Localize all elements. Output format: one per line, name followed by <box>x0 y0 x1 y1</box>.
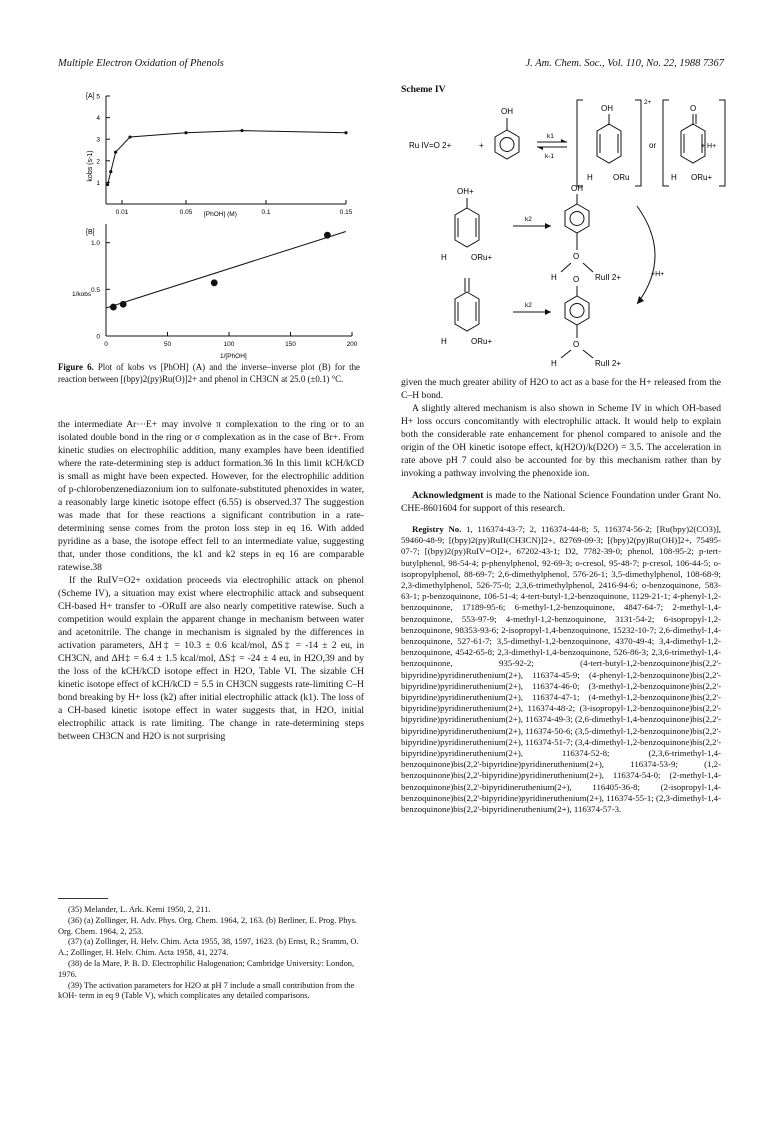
data-point <box>324 232 331 239</box>
data-point <box>184 131 187 134</box>
ru-ii-label: RuII 2+ <box>595 273 622 282</box>
equilibrium-arrows <box>537 133 567 160</box>
oru-label: ORu <box>613 173 630 182</box>
plot-b-ylabel: 1/kobs <box>72 291 92 298</box>
paragraph: If the RuIV=O2+ oxidation proceeds via electrophilic attack on phenol (Scheme IV), a situation may exist where electrophilic attack and subsequent CH-based H+ transfer to -ORuII are also nearly competitive ratewise. Such a competition would explain the apparent change in mechanism between water and acetonitrile. The change in mechanism is signaled by the differences in activation parameters, ΔH‡ = 10.3 ± 0.6 kcal/mol, ΔS‡ = -14 ± 2 eu, in CH3CN, and ΔH‡ = 6.4 ± 1.5 kcal/mol, ΔS‡ = -24 ± 4 eu, in H2O,39 and by the loss of the kCH/kCD isotope effect in H2O, Table VI. The sizable CH kinetic isotope effect of kCH/kCD = 5.5 in CH3CN suggests rate-limiting C–H bond breaking by H+ loss (k2) after initial electrophilic attack (k1). The loss of a CH-based kinetic isotope effect in water suggests that, in H2O, initial electrophilic attack is rate limiting. The change in rate-determining steps between CH3CN and H2O is not surprising <box>58 575 364 742</box>
ru-ii-label: RuII 2+ <box>595 359 622 368</box>
oh-plus-label: OH+ <box>457 187 474 196</box>
paragraph: A slightly altered mechanism is also shown in Scheme IV in which OH-based H+ loss occurs concomitantly with electrophilic attack. It would help to explain both the considerable rate enhancement for phenol compared to anisole and the origin of the OH kinetic isotope effect, k(H2O)/k(D2O) = 3.5. The acceleration in rate above pH 7 could also be accounted for by this mechanism rather than by invoking a pathway involving the phenoxide ion. <box>401 403 721 479</box>
footnote: (38) de la Mare, P. B. D. Electrophilic Halogenation; Cambridge University: London, 1976. <box>58 958 355 979</box>
oh-label: OH <box>601 104 613 113</box>
data-point <box>344 131 347 134</box>
plot-b-label: [B] <box>86 229 95 236</box>
data-point <box>106 183 109 186</box>
figure-6-plots <box>70 84 360 360</box>
left-column-text <box>58 418 364 743</box>
y-tick-label: 0.5 <box>90 286 100 294</box>
oh-label: OH <box>571 184 583 193</box>
plot-a-curve <box>108 131 346 185</box>
y-tick-label: 1 <box>96 179 100 187</box>
phenol-structure <box>495 107 519 159</box>
k-1-label: k-1 <box>545 153 555 160</box>
k2-arrow-1 <box>513 216 551 229</box>
data-point <box>109 170 112 173</box>
phenol-ru-product <box>551 184 621 282</box>
y-tick-label: 4 <box>96 115 100 123</box>
o-label: O <box>690 104 697 113</box>
data-point <box>211 279 218 286</box>
x-tick-label: 150 <box>285 341 296 348</box>
plot-b-xlabel: 1/[PhOH] <box>220 353 247 360</box>
x-tick-label: 0.01 <box>115 209 129 216</box>
or-label: or <box>649 141 657 150</box>
h-label: H <box>671 173 677 182</box>
h-label: H <box>551 359 557 368</box>
oh-label: OH <box>501 107 513 116</box>
ack-text: is made to the National Science Foundation under Grant No. CHE-8601604 for support of this research. <box>401 490 721 514</box>
h-label: H <box>441 253 447 262</box>
x-tick-label: 50 <box>163 341 172 348</box>
ack-label: Acknowledgment <box>412 490 484 501</box>
plot-a <box>86 93 353 218</box>
plot-a-xlabel: [PhOH] (M) <box>204 211 237 218</box>
x-tick-label: 0 <box>104 341 108 348</box>
footnote: (35) Melander, L. Ark. Kemi 1950, 2, 211. <box>68 905 211 914</box>
y-tick-label: 0 <box>96 333 100 341</box>
intermediate-bracket-1 <box>577 99 652 186</box>
right-column-text <box>401 376 721 815</box>
o-label: O <box>573 252 580 261</box>
data-point <box>128 135 131 138</box>
footnotes <box>58 905 364 1002</box>
data-point <box>120 301 127 308</box>
k2-label: k2 <box>525 216 532 223</box>
paragraph: given the much greater ability of H2O to act as a base for the H+ released from the C–H bond. <box>401 377 721 401</box>
scheme-title: Scheme IV <box>401 84 446 95</box>
k2-label: k2 <box>525 302 532 309</box>
figure-caption <box>58 362 360 385</box>
plus-h-label: + H+ <box>701 143 717 150</box>
plot-b-fit-line <box>106 231 346 308</box>
data-point <box>114 151 117 154</box>
x-tick-label: 200 <box>346 341 358 348</box>
footnote-rule <box>58 898 108 899</box>
h-label: H <box>551 273 557 282</box>
oru-plus-label: ORu+ <box>471 337 493 346</box>
x-tick-label: 0.15 <box>339 209 353 216</box>
footnote: (37) (a) Zollinger, H. Helv. Chim. Acta 1955, 38, 1597, 1623. (b) Ernst, R.; Sramm, O. A.; Zollinger, H. Helv. Chim. Acta 1958, 41, 2274. <box>58 937 359 958</box>
data-point <box>110 304 117 311</box>
x-tick-label: 0.1 <box>261 209 271 216</box>
quinone-intermediate <box>441 278 492 346</box>
acknowledgment <box>401 489 721 515</box>
ru-oxo-reactant: Ru IV=O 2+ <box>409 141 452 150</box>
plus-h-side-label: +H+ <box>651 271 665 278</box>
registry-text: 1, 116374-43-7; 2, 116374-44-8; 5, 116374-56-2; [Ru(bpy)2(CO3)], 59460-48-9; [(bpy)2(py)RuII(CH3CN)]2+, 82769-09-3; [(bpy)2(py)Ru(OH)]2+, 75495-07-7; [(bpy)2(py)RuIV=O]2+, 67202-43-1; D2, 7782-39-0; phenol, 108-95-2; p-tert-butylphenol, 98-54-4; p-phenylphenol, 92-69-3; o-cresol, 95-48-7; p-cresol, 106-44-5; o-isopropylphenol, 88-69-7; 2,6-dimethylphenol, 576-26-1; 3,5-dimethylphenol, 108-68-9; 2,3-dimethylphenol, 526-75-0; 2,3,6-trimethylphenol, 2416-94-6; o-benzoquinone, 583-63-1; p-benzoquinone, 106-51-4; 4-tert-butyl-1,2-benzoquinone, 1129-21-1; 4-phenyl-1,2-benzoquinone, 17189-95-6; 6-methyl-1,2-benzoquinone, 4847-64-7; 2-methyl-1,4-benzoquinone, 553-97-9; 4-methyl-1,2-benzoquinone, 3131-54-2; 6-isopropyl-1,2-benzoquinone, 98353-93-6; 2-isopropyl-1,4-benzoquinone, 15232-10-7; 2,6-dimethyl-1,4-benzoquinone, 527-61-7; 3,5-dimethyl-1,2-benzoquinone, 4370-49-4; 3,4-dimethyl-1,2-benzoquinone, 4542-65-8; 2,3-dimethyl-1,4-benzoquinone, 526-86-3; 2,3,6-trimethyl-1,4-benzoquinone, 935-92-2; (4-tert-butyl-1,2-benzoquinone)bis(2,2'-bipyridine)pyridineruthenium(2+), 116374-45-9; (4-phenyl-1,2-benzoquinone)bis(2,2'-bipyridine)pyridineruthenium(2+), 116374-46-0; (3-methyl-1,2-benzoquinone)bis(2,2'-bipyridine)pyridineruthenium(2+), 116374-47-1; (4-methyl-1,2-benzoquinone)bis(2,2'-bipyridine)pyridineruthenium(2+), 116374-48-2; (3-isopropyl-1,2-benzoquinone)bis(2,2'-bipyridine)pyridineruthenium(2+), 116374-49-3; (2,6-dimethyl-1,4-benzoquinone)bis(2,2'-bipyridine)pyridineruthenium(2+), 116374-50-6; (3,5-dimethyl-1,2-benzoquinone)bis(2,2'-bipyridine)pyridineruthenium(2+), 116374-51-7; (3,4-dimethyl-1,2-benzoquinone)bis(2,2'-bipyridine)pyridineruthenium(2+), 116374-52-8; (2,3,6-trimethyl-1,4-benzoquinone)bis(2,2'-bipyridine)pyridineruthenium(2+), 116374-53-9; (1,2-benzoquinone)bis(2,2'-bipyridine)pyridineruthenium(2+), 116374-54-0; (2-methyl-1,4-benzoquinone)bis(2,2'-bipyridineruthenium(2+), 116405-36-8; (2-isopropyl-1,4-benzoquinone)bis(2,2'-bipyridine)pyridineruthenium(2+), 116374-55-1; (2,3-dimethyl-1,4-benzoquinone)bis(2,2'-bipyridineruthenium(2+), 116374-57-3. <box>401 524 722 815</box>
y-tick-label: 5 <box>96 93 100 101</box>
running-header-right: J. Am. Chem. Soc., Vol. 110, No. 22, 1988 7367 <box>525 58 724 69</box>
k1-label: k1 <box>547 133 554 140</box>
caption-label: Figure 6. <box>58 362 94 372</box>
scheme-iv <box>401 96 731 368</box>
x-tick-label: 100 <box>223 341 235 348</box>
phenoxide-ru-product <box>551 275 621 368</box>
x-tick-label: 0.05 <box>179 209 193 216</box>
paragraph: the intermediate Ar···E+ may involve π complexation to the ring or to an isolated double bond in the ring or σ complexation as in the case of Br+. From kinetic studies on electrophilic addition, many examples have been identified where the rate-determining step is adduct formation.36 In this limit kCH/kCD is small as might have been expected. However, for the electrophilic addition of p-chlorobenzenediazonium ion to sulfonate-substituted phenoxides in water, a reasonably large kinetic isotope effect (6.55) is observed.37 The suggestion was made that for these reactions a significant contribution in a rate-determining sense comes from the proton loss step in eq 16. With added pyridine as a base, the isotope effect fell to an intermediate value, suggesting that, under those conditions, the k1 and k2 steps in eq 16 are comparable ratewise.38 <box>58 419 364 573</box>
o-label: O <box>573 275 580 284</box>
plot-a-label: [A] <box>86 93 95 100</box>
charge-label: 2+ <box>644 99 652 106</box>
h-label: H <box>441 337 447 346</box>
registry-label: Registry No. <box>412 524 462 534</box>
o-label: O <box>573 340 580 349</box>
caption-text: Plot of kobs vs [PhOH] (A) and the inverse–inverse plot (B) for the reaction between [(bpy)2(py)Ru(O)]2+ and phenol in CH3CN at 25.0 (±0.1) °C. <box>58 362 360 384</box>
y-tick-label: 2 <box>96 158 100 166</box>
oru-plus-label: ORu+ <box>691 173 713 182</box>
footnote: (39) The activation parameters for H2O at pH 7 include a small contribution from the kOH- term in eq 9 (Table V), which complicates any detailed comparisons. <box>58 980 355 1001</box>
footnote: (36) (a) Zollinger, H. Adv. Phys. Org. Chem. 1964, 2, 163. (b) Berliner, E. Prog. Phys. Org. Chem. 1964, 2, 253. <box>58 915 357 936</box>
y-tick-label: 1.0 <box>90 240 100 248</box>
h-label: H <box>587 173 593 182</box>
intermediate-bracket-2 <box>663 100 725 186</box>
oru-plus-label: ORu+ <box>471 253 493 262</box>
plot-b <box>72 224 358 360</box>
data-point <box>240 129 243 132</box>
plus-sign: + <box>479 141 484 150</box>
running-header-left: Multiple Electron Oxidation of Phenols <box>58 58 224 69</box>
registry-numbers <box>401 524 721 815</box>
k2-arrow-2 <box>513 302 551 315</box>
y-tick-label: 3 <box>96 136 100 144</box>
protonated-intermediate <box>441 187 492 262</box>
curved-arrow <box>637 206 655 304</box>
plot-a-ylabel: kobs (s-1) <box>87 150 94 182</box>
